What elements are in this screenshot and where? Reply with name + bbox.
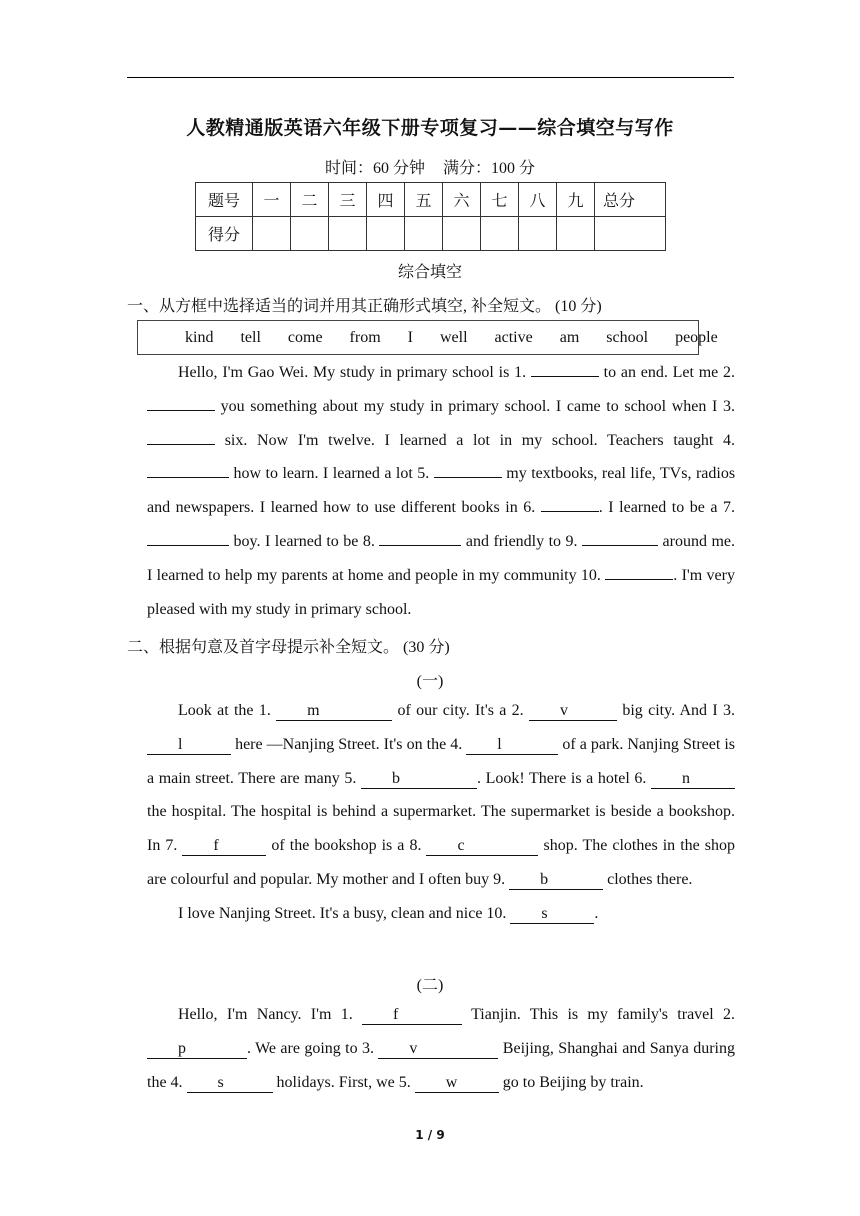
passage-text: my textbooks, real life, TVs, radios and newspapers. I learned how to use different books in 6. xyxy=(147,465,736,517)
passage-text: and friendly to 9. xyxy=(465,532,578,550)
word-bank-item: active xyxy=(494,328,533,346)
passage-text: here —Nanjing Street. It's on the 4. xyxy=(235,735,463,753)
answer-blank-5[interactable] xyxy=(434,461,502,478)
score-entry-cell[interactable] xyxy=(367,217,405,251)
header-rule xyxy=(127,77,734,78)
table-cell: 五 xyxy=(405,183,443,217)
passage-text: I love Nanjing Street. It's a busy, clean and nice 10. xyxy=(178,904,507,922)
score-entry-cell[interactable] xyxy=(481,217,519,251)
answer-blank-10[interactable] xyxy=(605,563,673,580)
hint-blank-3[interactable]: l xyxy=(147,736,231,755)
score-entry-cell[interactable] xyxy=(443,217,481,251)
hint-blank-5[interactable]: b xyxy=(361,770,477,789)
word-bank-item: well xyxy=(439,328,468,346)
table-cell: 三 xyxy=(329,183,367,217)
hint-blank-10[interactable]: s xyxy=(510,905,594,924)
hint-blank-9[interactable]: b xyxy=(509,871,603,890)
table-cell: 四 xyxy=(367,183,405,217)
passage-text: clothes there. xyxy=(607,870,693,888)
passage-text: shop. The clothes in the shop are colourful and popular. My mother and I often buy 9. xyxy=(147,837,736,888)
score-entry-cell[interactable] xyxy=(253,217,291,251)
answer-blank-4[interactable] xyxy=(147,461,229,478)
score-entry-cell[interactable] xyxy=(405,217,443,251)
score-table-score-row xyxy=(196,217,666,251)
table-cell: 一 xyxy=(253,183,291,217)
page-title: 人教精通版英语六年级下册专项复习——综合填空与写作 xyxy=(186,117,674,139)
score-entry-cell[interactable] xyxy=(595,217,666,251)
passage-text: of a park. Nanjing Street is a main street. There are many 5. xyxy=(147,735,736,787)
passage-text: around me. I learned to help my parents at home and people in my community 10. xyxy=(147,532,736,584)
passage-text: how to learn. I learned a lot 5. xyxy=(233,465,430,483)
answer-blank-9[interactable] xyxy=(582,529,658,546)
hint-blank-8[interactable]: c xyxy=(426,837,538,856)
table-cell: 题号 xyxy=(196,183,253,217)
time-label: 时间：60 分钟 xyxy=(324,160,425,177)
table-cell: 得分 xyxy=(196,217,253,251)
table-cell: 六 xyxy=(443,183,481,217)
section-title: 综合填空 xyxy=(397,264,462,281)
passage-text: holidays. First, we 5. xyxy=(276,1073,411,1091)
hint-blank-1[interactable]: m xyxy=(276,702,392,721)
hint-blank-6[interactable]: n xyxy=(651,770,735,789)
hint-blank-14[interactable]: s xyxy=(187,1074,273,1093)
word-bank-item: people xyxy=(675,328,718,346)
passage-text: to an end. Let me 2. xyxy=(603,364,736,381)
answer-blank-1[interactable] xyxy=(531,360,599,377)
passage-text: Hello, I'm Gao Wei. My study in primary school is 1. xyxy=(178,364,527,381)
part1-heading: 一、从方框中选择适当的词并用其正确形式填空, 补全短文。 (10 分) xyxy=(127,298,602,315)
passage-text: boy. I learned to be 8. xyxy=(233,532,375,550)
part1-passage xyxy=(147,356,735,626)
hint-blank-11[interactable]: f xyxy=(362,1006,462,1025)
score-table xyxy=(195,182,666,251)
part2-heading: 二、根据句意及首字母提示补全短文。 (30 分) xyxy=(127,639,450,656)
word-bank-item: tell xyxy=(240,328,261,346)
exam-meta xyxy=(0,155,860,178)
score-entry-cell[interactable] xyxy=(329,217,367,251)
score-entry-cell[interactable] xyxy=(519,217,557,251)
part2-passage-2 xyxy=(147,998,735,1099)
passage-text: big city. And I 3. xyxy=(622,702,736,719)
table-cell: 总分 xyxy=(595,183,666,217)
part2-passage-1 xyxy=(147,694,735,931)
passage-text: of our city. It's a 2. xyxy=(397,702,524,719)
answer-blank-7[interactable] xyxy=(147,529,229,546)
word-bank-item: from xyxy=(349,328,381,346)
answer-blank-8[interactable] xyxy=(379,529,461,546)
word-bank-item: come xyxy=(287,328,323,346)
score-entry-cell[interactable] xyxy=(557,217,595,251)
answer-blank-6[interactable] xyxy=(541,495,599,512)
score-entry-cell[interactable] xyxy=(291,217,329,251)
score-table-header-row xyxy=(196,183,666,217)
passage-text: Tianjin. This is my family's travel 2. xyxy=(471,1006,736,1023)
passage-text: go to Beijing by train. xyxy=(502,1073,644,1091)
hint-blank-12[interactable]: p xyxy=(147,1040,247,1059)
passage-text: . Look! There is a hotel 6. xyxy=(476,769,647,787)
passage-text: . I learned to be a 7. xyxy=(598,499,735,517)
passage-text: Beijing, Shanghai and Sanya during the 4. xyxy=(147,1039,735,1091)
table-cell: 七 xyxy=(481,183,519,217)
word-bank-item: school xyxy=(606,328,649,346)
answer-blank-2[interactable] xyxy=(147,394,215,411)
hint-blank-7[interactable]: f xyxy=(182,837,266,856)
passage-text: you something about my study in primary school. I came to school when I 3. xyxy=(220,397,735,415)
passage-2-label: (二) xyxy=(416,977,444,994)
passage-text: . We are going to 3. xyxy=(247,1039,375,1057)
word-bank-box xyxy=(137,320,718,355)
passage-text: . xyxy=(594,904,599,922)
answer-blank-3[interactable] xyxy=(147,428,215,445)
passage-text: Hello, I'm Nancy. I'm 1. xyxy=(178,1006,353,1023)
full-score-label: 满分：100 分 xyxy=(443,160,536,177)
passage-1-label: (一) xyxy=(416,673,444,690)
passage-text: the hospital. The hospital is behind a supermarket. The supermarket is beside a bookshop. In 7. xyxy=(147,803,735,855)
table-cell: 二 xyxy=(291,183,329,217)
passage-text: Look at the 1. xyxy=(178,702,271,719)
passage-text: six. Now I'm twelve. I learned a lot in my school. Teachers taught 4. xyxy=(224,431,736,449)
word-bank-item: am xyxy=(559,328,580,346)
word-bank-item: kind xyxy=(185,328,214,346)
table-cell: 九 xyxy=(557,183,595,217)
hint-blank-4[interactable]: l xyxy=(466,736,558,755)
page-number: 1 / 9 xyxy=(415,1128,445,1142)
hint-blank-15[interactable]: w xyxy=(415,1074,499,1093)
hint-blank-2[interactable]: v xyxy=(529,702,617,721)
passage-text: of the bookshop is a 8. xyxy=(271,837,422,855)
table-cell: 八 xyxy=(519,183,557,217)
word-bank-item: I xyxy=(407,328,413,346)
hint-blank-13[interactable]: v xyxy=(378,1040,498,1059)
passage-text: . I'm very pleased with my study in primary school. xyxy=(147,566,735,618)
